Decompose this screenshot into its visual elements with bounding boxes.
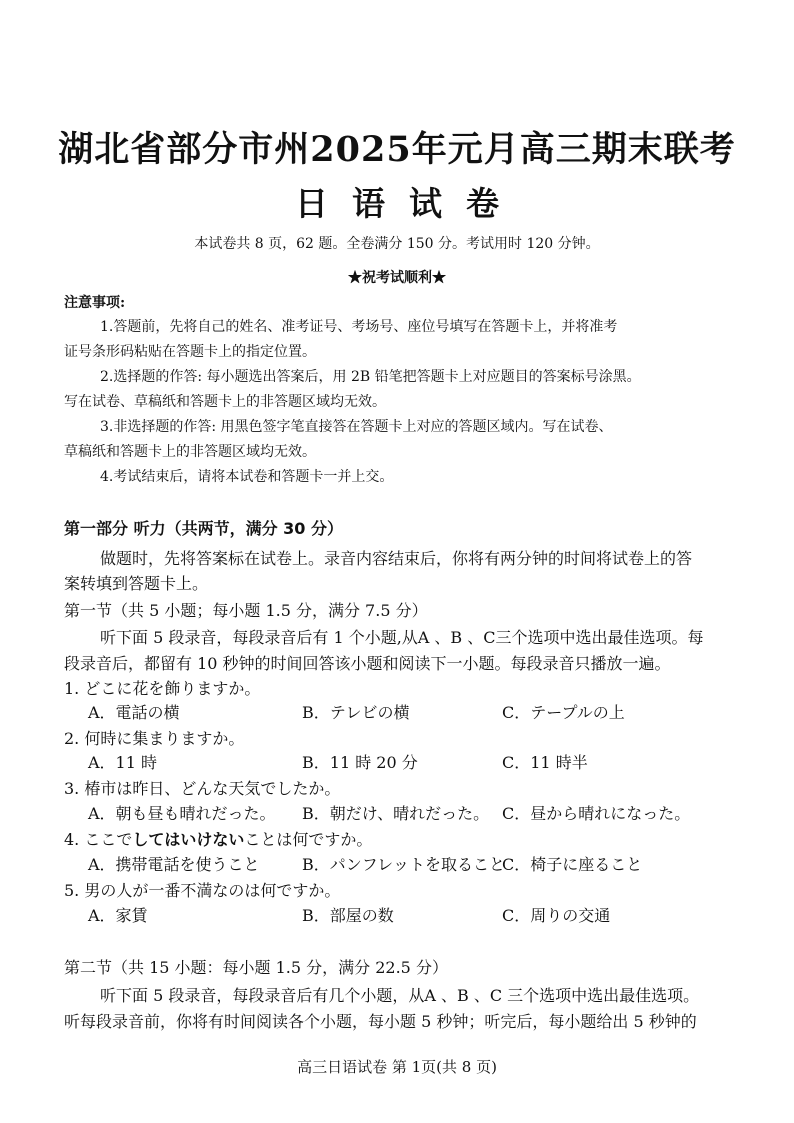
notice-line: 3.非选择题的作答: 用黑色签字笔直接答在答题卡上对应的答题区域内。写在试卷、 <box>100 419 613 435</box>
notice-line: 4.考试结束后，请将本试卷和答题卡一并上交。 <box>100 469 394 485</box>
question-text: 何時に集まりますか。 <box>84 729 245 748</box>
exam-info: 本试卷共 8 页，62 题。全卷满分 150 分。考试用时 120 分钟。 <box>194 236 600 252</box>
option-c: C．昼から晴れになった。 <box>502 804 691 823</box>
option-c: C．周りの交通 <box>502 906 611 925</box>
option-a: A．朝も昼も晴れだった。 <box>88 804 276 823</box>
question-emphasis: してはいけない <box>132 830 245 849</box>
notice-line: 1.答题前，先将自己的姓名、准考证号、考场号、座位号填写在答题卡上，并将准考 <box>100 319 618 335</box>
question-text: 男の人が一番不満なのは何ですか。 <box>84 881 341 900</box>
question-1 <box>64 676 260 699</box>
option-b: B．11 時 20 分 <box>302 753 418 772</box>
option-c: C．テープルの上 <box>502 703 625 722</box>
option-a: A．11 時 <box>88 753 158 772</box>
section1-heading: 第一节（共 5 小题；每小题 1.5 分，满分 7.5 分） <box>64 601 428 620</box>
question-number: 3. <box>64 779 80 798</box>
section2-instruction: 听下面 5 段录音，每段录音后有几个小题，从A 、B 、C 三个选项中选出最佳选项。 <box>100 986 700 1005</box>
section1-instruction: 段录音后，都留有 10 秒钟的时间回答该小题和阅读下一小题。每段录音只播放一遍。 <box>64 654 671 673</box>
question-3 <box>64 776 340 799</box>
question-text: 椿市は昨日、どんな天気でしたか。 <box>84 779 341 798</box>
option-b: B．部屋の数 <box>302 906 394 925</box>
blessing: ★祝考试顺利★ <box>348 270 446 286</box>
question-number: 2. <box>64 729 80 748</box>
option-a: A．携帯電話を使うこと <box>88 855 260 874</box>
exam-subtitle: 日语试卷 <box>295 184 523 223</box>
question-4 <box>64 827 372 850</box>
notice-line: 2.选择题的作答: 每小题选出答案后，用 2B 铅笔把答题卡上对应题目的答案标号涂黑。 <box>100 369 641 385</box>
option-b: B．テレビの横 <box>302 703 410 722</box>
part1-intro-line: 案转填到答题卡上。 <box>64 574 209 593</box>
option-a: A．家賃 <box>88 906 148 925</box>
section1-instruction: 听下面 5 段录音，每段录音后有 1 个小题,从A 、B 、C三个选项中选出最佳选项。每 <box>100 628 704 647</box>
question-5 <box>64 878 340 901</box>
exam-title: 湖北省部分市州2025年元月高三期末联考 <box>58 129 736 170</box>
notice-line: 证号条形码粘贴在答题卡上的指定位置。 <box>64 344 316 360</box>
part1-heading: 第一部分 听力（共两节，满分 30 分） <box>64 519 343 538</box>
question-number: 4. <box>64 830 80 849</box>
question-text: ここで <box>84 830 133 849</box>
notice-heading: 注意事项: <box>64 295 126 311</box>
question-number: 1. <box>64 679 80 698</box>
section2-heading: 第二节（共 15 小题：每小题 1.5 分，满分 22.5 分） <box>64 958 448 977</box>
section2-instruction: 听每段录音前，你将有时间阅读各个小题，每小题 5 秒钟；听完后，每小题给出 5 秒钟的 <box>64 1012 697 1031</box>
question-text: どこに花を飾りますか。 <box>84 679 261 698</box>
question-number: 5. <box>64 881 80 900</box>
notice-line: 写在试卷、草稿纸和答题卡上的非答题区域均无效。 <box>64 394 386 410</box>
option-a: A．電話の横 <box>88 703 180 722</box>
option-b: B．パンフレットを取ること <box>302 855 505 874</box>
question-2 <box>64 726 244 749</box>
page-footer: 高三日语试卷 第 1页(共 8 页) <box>297 1058 497 1076</box>
option-c: C．椅子に座ること <box>502 855 643 874</box>
notice-line: 草稿纸和答题卡上的非答题区域均无效。 <box>64 444 316 460</box>
part1-intro-line: 做题时，先将答案标在试卷上。录音内容结束后，你将有两分钟的时间将试卷上的答 <box>100 549 693 568</box>
question-text: ことは何ですか。 <box>244 830 373 849</box>
option-b: B．朝だけ、晴れだった。 <box>302 804 490 823</box>
option-c: C．11 時半 <box>502 753 588 772</box>
